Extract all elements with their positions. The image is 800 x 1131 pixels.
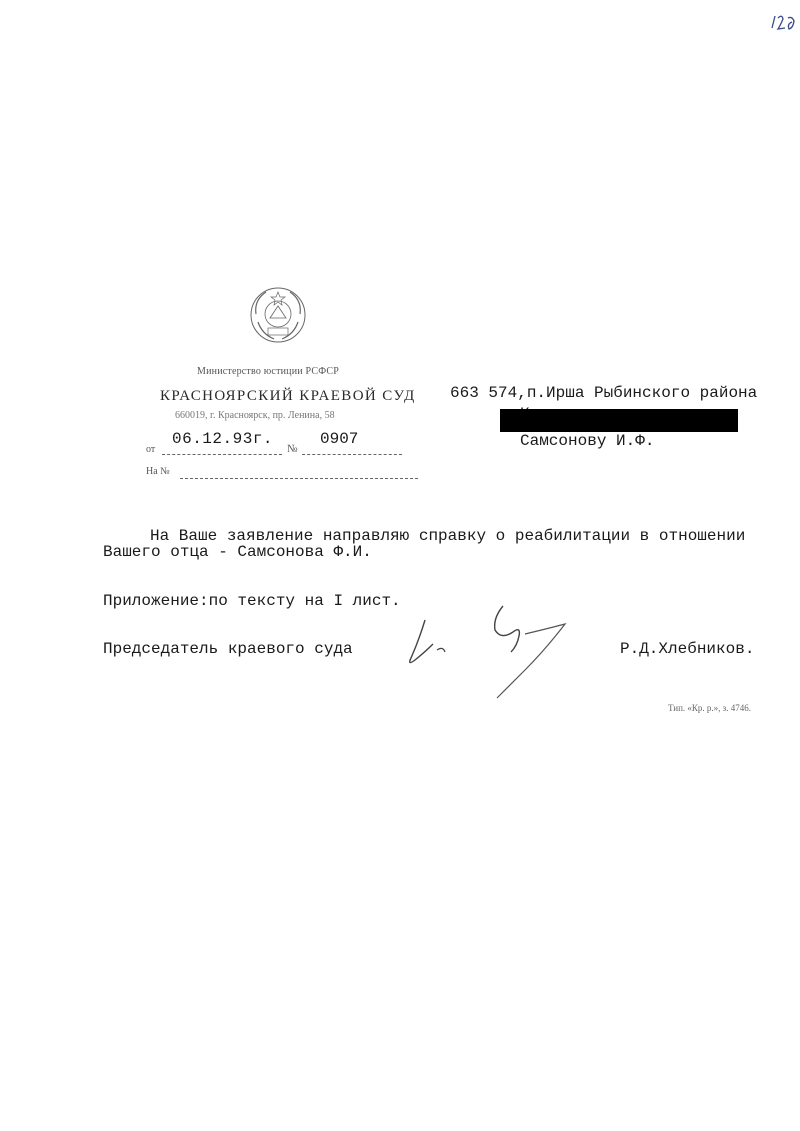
number-label: № (287, 443, 298, 455)
recipient-name: Самсонову И.Ф. (520, 432, 655, 450)
date-underline (162, 454, 282, 455)
rsfsr-emblem-icon (248, 284, 308, 346)
number-underline (302, 454, 402, 455)
body-text-line-1: На Ваше заявление направляю справку о реабилитации в отношении (150, 527, 746, 545)
attachment-note: Приложение:по тексту на I лист. (103, 592, 401, 610)
print-note: Тип. «Кр. р.», з. 4746. (668, 703, 751, 713)
letter-number: 0907 (320, 430, 359, 448)
recipient-address: 663 574,п.Ирша Рыбинского района (450, 384, 758, 402)
in-reply-underline (180, 478, 418, 479)
signatory-name: Р.Д.Хлебников. (620, 640, 755, 658)
date-label: от (146, 444, 156, 455)
handwritten-page-number-icon (768, 10, 798, 36)
letter-date: 06.12.93г. (172, 430, 274, 448)
redaction-bar (500, 409, 738, 432)
handwritten-signature-icon (385, 600, 585, 710)
ministry-name: Министерство юстиции РСФСР (197, 366, 340, 377)
in-reply-label: На № (146, 466, 170, 477)
court-name: КРАСНОЯРСКИЙ КРАЕВОЙ СУД (160, 388, 416, 404)
court-address: 660019, г. Красноярск, пр. Ленина, 58 (175, 410, 335, 421)
body-text-line-2: Вашего отца - Самсонова Ф.И. (103, 543, 372, 561)
signatory-title: Председатель краевого суда (103, 640, 353, 658)
